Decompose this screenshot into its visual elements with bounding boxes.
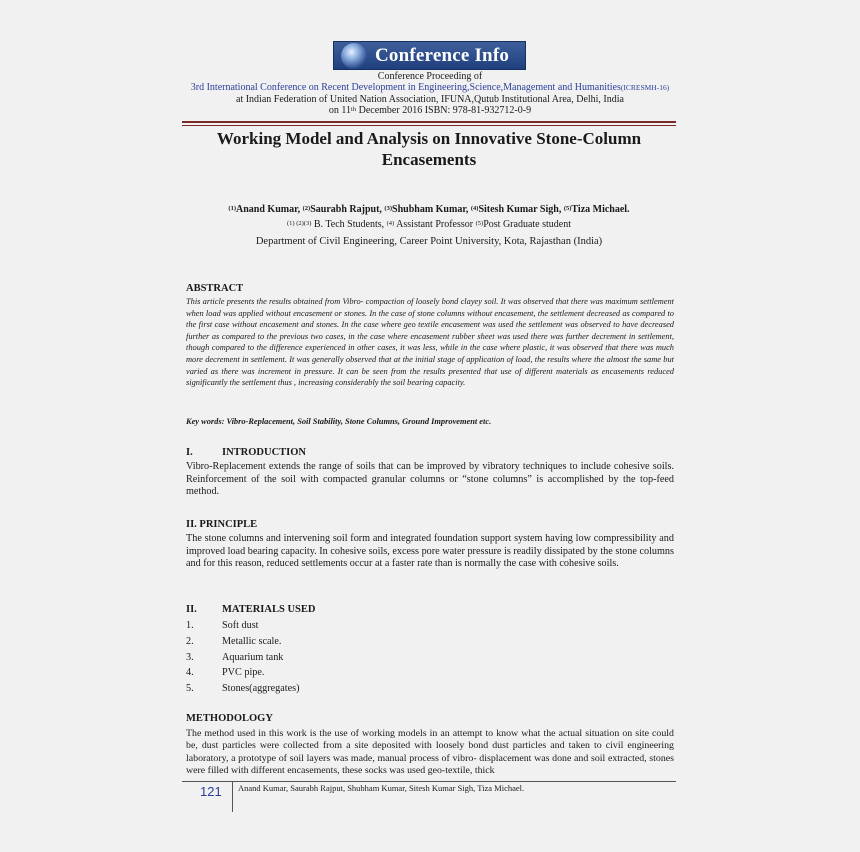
role-text: Assistant Professor — [394, 219, 476, 230]
footer-divider — [232, 782, 233, 812]
section-title: MATERIALS USED — [222, 604, 316, 615]
role-text: B. Tech Students, — [311, 219, 387, 230]
item-label: Aquarium tank — [222, 651, 284, 663]
principle-text: The stone columns and intervening soil form and integrated foundation support system having low compressibility and improved load bearing capacity. In cohesive soils, excess pore water pressure is readily dissipated by the stone columns and for this reason, reduced settlements occur at a faster rate than is normally the case with cohesive soils. — [186, 533, 674, 569]
author-roles — [182, 218, 676, 231]
conference-code: (ICRESMH-16) — [620, 83, 670, 92]
item-number: 3. — [186, 651, 194, 663]
item-number: 4. — [186, 667, 194, 679]
date-rest: December 2016 ISBN: 978-81-932712-0-9 — [356, 105, 532, 116]
section-heading-principle: II. PRINCIPLE — [186, 519, 258, 530]
methodology-text: The method used in this work is the use of working models in an attempt to know what the actual situation on site could be, dust particles were collected from a site deposited with loosely bond dust particles and taken to civil engineering laboratory, a prototype of soil layers was made, manual process of vibro- displacement was done and soil extracted, stones were filled with different encasements, these socks was used geo-textile, thick — [186, 728, 674, 776]
abstract-heading: ABSTRACT — [186, 283, 244, 294]
item-number: 1. — [186, 620, 194, 631]
section-heading-introduction — [186, 446, 306, 459]
author-name: Sitesh Kumar Sigh, — [478, 204, 564, 215]
list-item — [186, 650, 486, 666]
author-sup: (4) — [470, 205, 479, 212]
introduction-text: Vibro-Replacement extends the range of soils that can be improved by vibratory techniques to include cohesive soils. Reinforcement of the soil with compacted granular columns or “stone columns” is accomplished by the top-feed method. — [186, 461, 674, 497]
author-sup: (1) — [228, 205, 237, 212]
section-heading-methodology: METHODOLOGY — [186, 713, 273, 724]
author-name: Anand Kumar, — [236, 204, 303, 215]
department: Department of Civil Engineering, Career Point University, Kota, Rajasthan (India) — [255, 236, 603, 247]
header-rule-thin — [182, 125, 676, 126]
list-item — [186, 681, 486, 697]
date-isbn-line — [0, 105, 860, 116]
section-heading-materials — [186, 603, 315, 616]
conference-name: 3rd International Conference on Recent Development in Engineering,Science,Management and Humanities — [190, 82, 621, 93]
abstract-text: This article presents the results obtained from Vibro- compaction of loosely bond clayey soil. It was observed that there was maximum settlement when load was applied without encasement or stones. In the case of stone columns without encasement, the settlement decreased as compared to the first case without encasement and stones. In the case where geo textile encasement was used the settlement was observed to have decreased further as compared to the previous two cases, in the case where encasement rubber sheet was used there was further decrement in settlement, though compared to the difference experienced in other cases, it was less, while in the case where plastic, it was observed that there was much more decrement in settlement. It was generally observed that at the initial stage of application of load, the results where the almost the same but varied as there was increment in pressure. It can be seen from the results presented that use of different materials as encasements reduced significantly the settlement thus , increasing considerably the soil bearing capacity. — [186, 297, 674, 388]
footer-authors: Anand Kumar, Saurabh Rajput, Shubham Kumar, Sitesh Kumar Sigh, Tiza Michael. — [238, 783, 525, 793]
paper-title — [182, 128, 676, 170]
list-item — [186, 618, 486, 634]
keywords: Key words: Vibro-Replacement, Soil Stability, Stone Columns, Ground Improvement etc. — [186, 417, 492, 426]
author-name: Tiza Michael. — [571, 204, 630, 215]
item-label: Metallic scale. — [222, 635, 282, 647]
author-sup: (3) — [384, 205, 393, 212]
author-sup: (5) — [563, 205, 572, 212]
item-label: PVC pipe. — [222, 667, 265, 679]
date-prefix: on 11 — [328, 105, 352, 116]
header-rule — [182, 121, 676, 123]
item-label: Soft dust — [222, 620, 259, 631]
materials-list — [186, 618, 486, 697]
title-line-2: Encasements — [381, 150, 477, 169]
list-item — [186, 665, 486, 681]
author-list — [182, 203, 676, 216]
item-label: Stones(aggregates) — [222, 683, 300, 695]
author-name: Saurabh Rajput, — [310, 204, 385, 215]
author-sup: (2) — [302, 205, 311, 212]
logo-text: Conference Info — [375, 44, 510, 66]
conference-name-line — [0, 82, 860, 93]
role-sup: (4) — [386, 220, 395, 227]
page-number: 121 — [200, 784, 222, 799]
item-number: 2. — [186, 635, 194, 647]
section-title: INTRODUCTION — [222, 447, 307, 458]
date-sup: th — [351, 106, 357, 113]
role-sup: (1) (2)(3) — [287, 220, 312, 227]
proceeding-line: Conference Proceeding of — [377, 71, 483, 82]
section-number: I. — [186, 447, 193, 458]
title-line-1: Working Model and Analysis on Innovative Stone-Column — [216, 129, 642, 148]
section-number: II. — [186, 604, 197, 615]
globe-icon — [341, 43, 367, 69]
item-number: 5. — [186, 683, 194, 695]
conference-info-logo — [333, 41, 526, 70]
role-text: Post Graduate student — [483, 219, 571, 230]
role-sup: (5) — [475, 220, 484, 227]
author-name: Shubham Kumar, — [392, 204, 471, 215]
venue-line: at Indian Federation of United Nation Association, IFUNA,Qutub Institutional Area, Delhi, India — [236, 94, 624, 105]
list-item — [186, 634, 486, 650]
